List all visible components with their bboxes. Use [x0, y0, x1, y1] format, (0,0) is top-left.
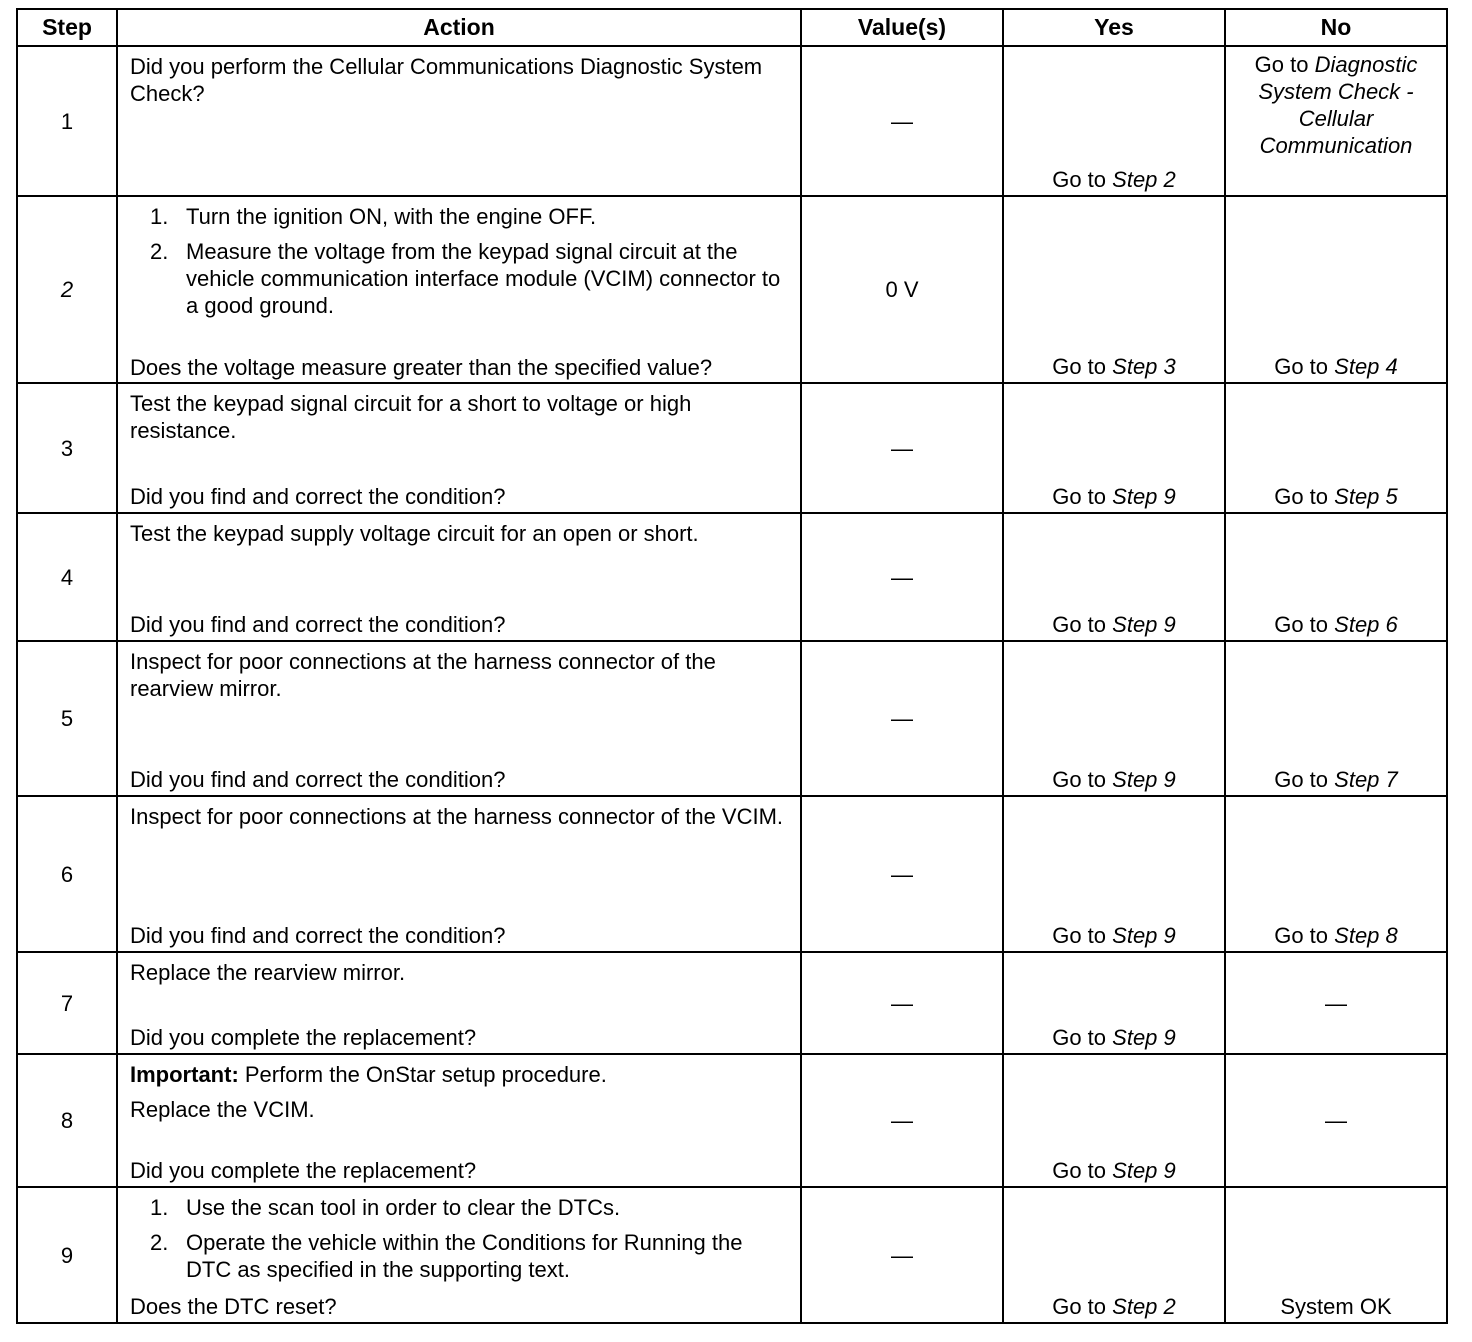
no-cell: Go to Step 4: [1225, 196, 1447, 383]
action-cell: [117, 196, 801, 383]
goto-yes-step: Step 9: [1112, 767, 1176, 792]
action-cell: [117, 641, 801, 796]
action-text: Did you perform the Cellular Communications Diagnostic System Check?: [130, 54, 763, 106]
value-cell: —: [801, 641, 1003, 796]
action-cell: [117, 46, 801, 196]
action-text: Test the keypad signal circuit for a short to voltage or high resistance.: [130, 391, 692, 443]
step-number: 4: [17, 513, 117, 641]
goto-yes-step: Step 9: [1112, 1158, 1176, 1183]
value-cell: —: [801, 513, 1003, 641]
action-question: Does the voltage measure greater than the specified value?: [130, 355, 713, 380]
action-question: Did you find and correct the condition?: [130, 484, 506, 509]
action-list: [130, 203, 790, 319]
step-number: 9: [17, 1187, 117, 1323]
step-number: 6: [17, 796, 117, 952]
action-cell: [117, 383, 801, 513]
action-question: Did you find and correct the condition?: [130, 923, 506, 948]
goto-no-step: Step 5: [1334, 484, 1398, 509]
value-cell: —: [801, 1187, 1003, 1323]
goto-yes-step: Step 2: [1112, 1294, 1176, 1319]
important-label: Important:: [130, 1062, 239, 1087]
yes-cell: Go to Step 9: [1003, 952, 1225, 1054]
header-no: No: [1225, 9, 1447, 46]
table-row: [17, 952, 1447, 1054]
table-row: [17, 1054, 1447, 1187]
action-list: [130, 1194, 790, 1283]
action-question: Did you find and correct the condition?: [130, 767, 506, 792]
header-row: [17, 9, 1447, 46]
action-cell: [117, 1054, 801, 1187]
goto-yes-step: Step 3: [1112, 354, 1176, 379]
value-cell: —: [801, 46, 1003, 196]
action-cell: [117, 513, 801, 641]
goto-prefix: Go to: [1052, 167, 1107, 192]
yes-cell: Go to Step 9: [1003, 383, 1225, 513]
goto-no-step: Step 7: [1334, 767, 1398, 792]
action-text: Inspect for poor connections at the harness connector of the rearview mirror.: [130, 649, 716, 701]
list-item: 2. Operate the vehicle within the Conditions for Running the DTC as specified in the supporting text.: [150, 1230, 743, 1282]
important-note: [130, 1061, 790, 1088]
value-cell: —: [801, 383, 1003, 513]
goto-yes-step: Step 9: [1112, 612, 1176, 637]
step-number: 7: [17, 952, 117, 1054]
header-action: Action: [117, 9, 801, 46]
action-question: Does the DTC reset?: [130, 1294, 337, 1319]
table-row: [17, 1187, 1447, 1323]
goto-yes-step: Step 9: [1112, 923, 1176, 948]
header-step: Step: [17, 9, 117, 46]
goto-no-step: Step 8: [1334, 923, 1398, 948]
table-row: [17, 46, 1447, 196]
action-text: Test the keypad supply voltage circuit for an open or short.: [130, 521, 699, 546]
action-question: Did you find and correct the condition?: [130, 612, 506, 637]
action-cell: [117, 796, 801, 952]
yes-cell: Go to Step 9: [1003, 1054, 1225, 1187]
system-ok-text: System OK: [1280, 1294, 1392, 1319]
goto-no-step: Step 6: [1334, 612, 1398, 637]
yes-cell: Go to Step 2: [1003, 1187, 1225, 1323]
header-values: Value(s): [801, 9, 1003, 46]
goto-yes-step: Step 9: [1112, 484, 1176, 509]
value-cell: —: [801, 796, 1003, 952]
no-cell: Go to Step 6: [1225, 513, 1447, 641]
header-yes: Yes: [1003, 9, 1225, 46]
list-item: 1. Use the scan tool in order to clear the DTCs.: [150, 1195, 621, 1220]
action-text: Replace the VCIM.: [130, 1097, 315, 1122]
table-row: [17, 796, 1447, 952]
no-cell: —: [1225, 1054, 1447, 1187]
step-number: 3: [17, 383, 117, 513]
table-row: [17, 641, 1447, 796]
list-item: 1. Turn the ignition ON, with the engine OFF.: [150, 204, 597, 229]
goto-yes-step: Step 9: [1112, 1025, 1176, 1050]
table-row: [17, 383, 1447, 513]
action-question: Did you complete the replacement?: [130, 1025, 477, 1050]
goto-yes-step: Step 2: [1112, 167, 1176, 192]
yes-cell: Go to Step 3: [1003, 196, 1225, 383]
diagnostic-table: [16, 8, 1448, 1324]
action-text: Replace the rearview mirror.: [130, 960, 406, 985]
no-cell: Go to Step 7: [1225, 641, 1447, 796]
goto-no-ref: Diagnostic System Check - Cellular Communication: [1258, 52, 1418, 158]
no-cell: [1225, 1187, 1447, 1323]
table-row: [17, 513, 1447, 641]
action-cell: [117, 1187, 801, 1323]
yes-cell: Go to Step 9: [1003, 796, 1225, 952]
no-cell: Go to Step 5: [1225, 383, 1447, 513]
action-cell: [117, 952, 801, 1054]
value-cell: —: [801, 952, 1003, 1054]
action-question: Did you complete the replacement?: [130, 1158, 477, 1183]
no-cell: Go to Step 8: [1225, 796, 1447, 952]
no-cell: [1225, 46, 1447, 196]
yes-cell: [1003, 46, 1225, 196]
important-text: Perform the OnStar setup procedure.: [238, 1062, 607, 1087]
value-cell: 0 V: [801, 196, 1003, 383]
step-number: 8: [17, 1054, 117, 1187]
table-row: [17, 196, 1447, 383]
goto-no-step: Step 4: [1334, 354, 1398, 379]
no-cell: —: [1225, 952, 1447, 1054]
action-text: Inspect for poor connections at the harness connector of the VCIM.: [130, 804, 784, 829]
yes-cell: Go to Step 9: [1003, 641, 1225, 796]
step-number: 5: [17, 641, 117, 796]
step-number: 1: [17, 46, 117, 196]
yes-cell: Go to Step 9: [1003, 513, 1225, 641]
list-item: 2. Measure the voltage from the keypad signal circuit at the vehicle communication interface module (VCIM) connector to a good ground.: [150, 239, 781, 318]
step-number: 2: [17, 196, 117, 383]
goto-prefix: Go to: [1254, 52, 1309, 77]
value-cell: —: [801, 1054, 1003, 1187]
